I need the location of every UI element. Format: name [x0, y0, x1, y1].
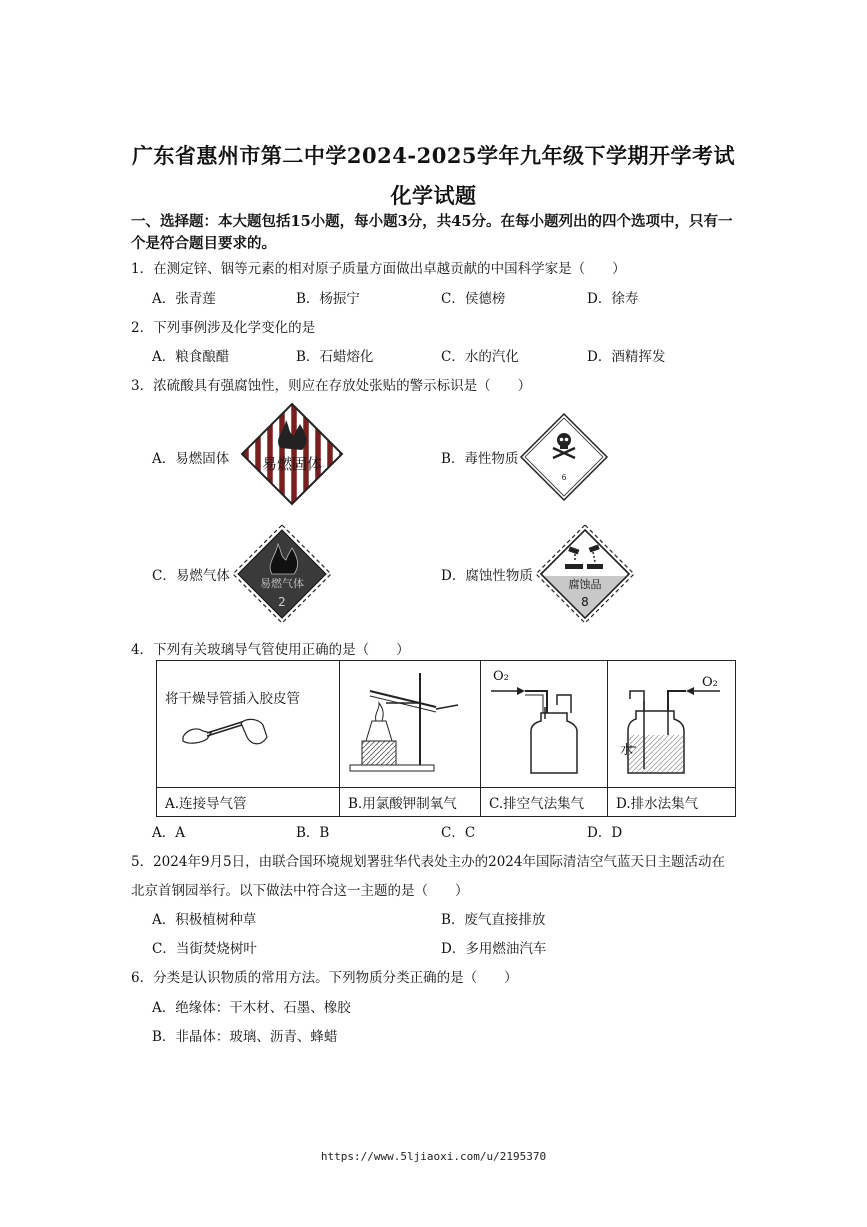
q3-option-d[interactable]: D．腐蚀性物质	[441, 568, 533, 584]
q3-option-a[interactable]: A．易燃固体	[152, 451, 230, 467]
flammable-solid-sign	[240, 402, 344, 506]
question-6-stem: 6．分类是认识物质的常用方法。下列物质分类正确的是（ ）	[131, 970, 518, 986]
panel-d	[608, 661, 736, 788]
panel-b	[340, 661, 481, 788]
q6-option-b[interactable]: B．非晶体：玻璃、沥青、蜂蜡	[152, 1029, 338, 1045]
question-2-stem: 2．下列事例涉及化学变化的是	[131, 320, 316, 336]
q4-option-c[interactable]: C．C	[441, 825, 476, 841]
q3-option-b[interactable]: B．毒性物质	[441, 451, 519, 467]
label-a: A.连接导气管	[157, 788, 340, 817]
question-3-stem: 3．浓硫酸具有强腐蚀性，则应在存放处张贴的警示标识是（ ）	[131, 378, 532, 394]
question-1-stem: 1．在测定锌、铟等元素的相对原子质量方面做出卓越贡献的中国科学家是（ ）	[131, 261, 626, 277]
sign-c-number: 2	[278, 595, 286, 609]
hands-tube-icon	[177, 707, 277, 757]
q4-option-a[interactable]: A．A	[152, 825, 185, 841]
potassium-chlorate-setup-icon	[340, 661, 480, 783]
sign-b-number: 6	[561, 473, 567, 482]
footer-url[interactable]: https://www.5ljiaoxi.com/u/2195370	[320, 1150, 547, 1163]
sign-a-label: 易燃固体	[261, 455, 323, 473]
panel-a	[157, 661, 340, 788]
apparatus-table	[156, 660, 736, 817]
q6-option-a[interactable]: A．绝缘体：干木材、石墨、橡胶	[152, 1000, 351, 1016]
q1-option-c[interactable]: C．侯德榜	[441, 291, 506, 307]
q5-option-c[interactable]: C．当街焚烧树叶	[152, 941, 257, 957]
q2-option-d[interactable]: D．酒精挥发	[587, 349, 666, 365]
question-5-stem-line1: 5．2024年9月5日，由联合国环境规划署驻华代表处主办的2024年国际清洁空气蓝天日主题活动在	[131, 854, 725, 870]
sign-c-label: 易燃气体	[260, 577, 304, 590]
q1-option-a[interactable]: A．张青莲	[152, 291, 216, 307]
q2-option-c[interactable]: C．水的汽化	[441, 349, 519, 365]
toxic-substance-sign	[519, 412, 609, 502]
question-4-stem: 4．下列有关玻璃导气管使用正确的是（ ）	[131, 642, 410, 658]
q1-option-d[interactable]: D．徐寿	[587, 291, 639, 307]
label-d: D.排水法集气	[608, 788, 736, 817]
q2-option-a[interactable]: A．粮食酿醋	[152, 349, 230, 365]
q2-option-b[interactable]: B．石蜡熔化	[296, 349, 374, 365]
question-5-stem-line2: 北京首钢园举行。以下做法中符合这一主题的是（ ）	[131, 883, 469, 899]
panel-a-caption: 将干燥导管插入胶皮管	[165, 691, 300, 707]
sign-d-label: 腐蚀品	[568, 578, 602, 591]
label-c: C.排空气法集气	[481, 788, 608, 817]
flammable-gas-sign	[232, 524, 332, 624]
panel-d-o2-label: O₂	[702, 675, 718, 690]
panel-c-o2-label: O₂	[493, 669, 509, 684]
q5-option-b[interactable]: B．废气直接排放	[441, 912, 546, 928]
label-b: B.用氯酸钾制氧气	[340, 788, 481, 817]
page-title: 广东省惠州市第二中学2024-2025学年九年级下学期开学考试	[131, 143, 736, 168]
q1-option-b[interactable]: B．杨振宁	[296, 291, 360, 307]
section-heading: 一、选择题：本大题包括15小题，每小题3分，共45分。在每小题列出的四个选项中，只有一个是符合题目要求的。	[131, 213, 733, 252]
panel-d-water-label: 水	[620, 743, 634, 758]
corrosive-substance-sign	[535, 524, 635, 624]
q4-option-b[interactable]: B．B	[296, 825, 330, 841]
q3-option-c[interactable]: C．易燃气体	[152, 568, 230, 584]
page-subtitle: 化学试题	[390, 183, 477, 208]
sign-d-number: 8	[581, 595, 589, 609]
q5-option-a[interactable]: A．积极植树种草	[152, 912, 257, 928]
q4-option-d[interactable]: D．D	[587, 825, 623, 841]
panel-c	[481, 661, 608, 788]
q5-option-d[interactable]: D．多用燃油汽车	[441, 941, 547, 957]
